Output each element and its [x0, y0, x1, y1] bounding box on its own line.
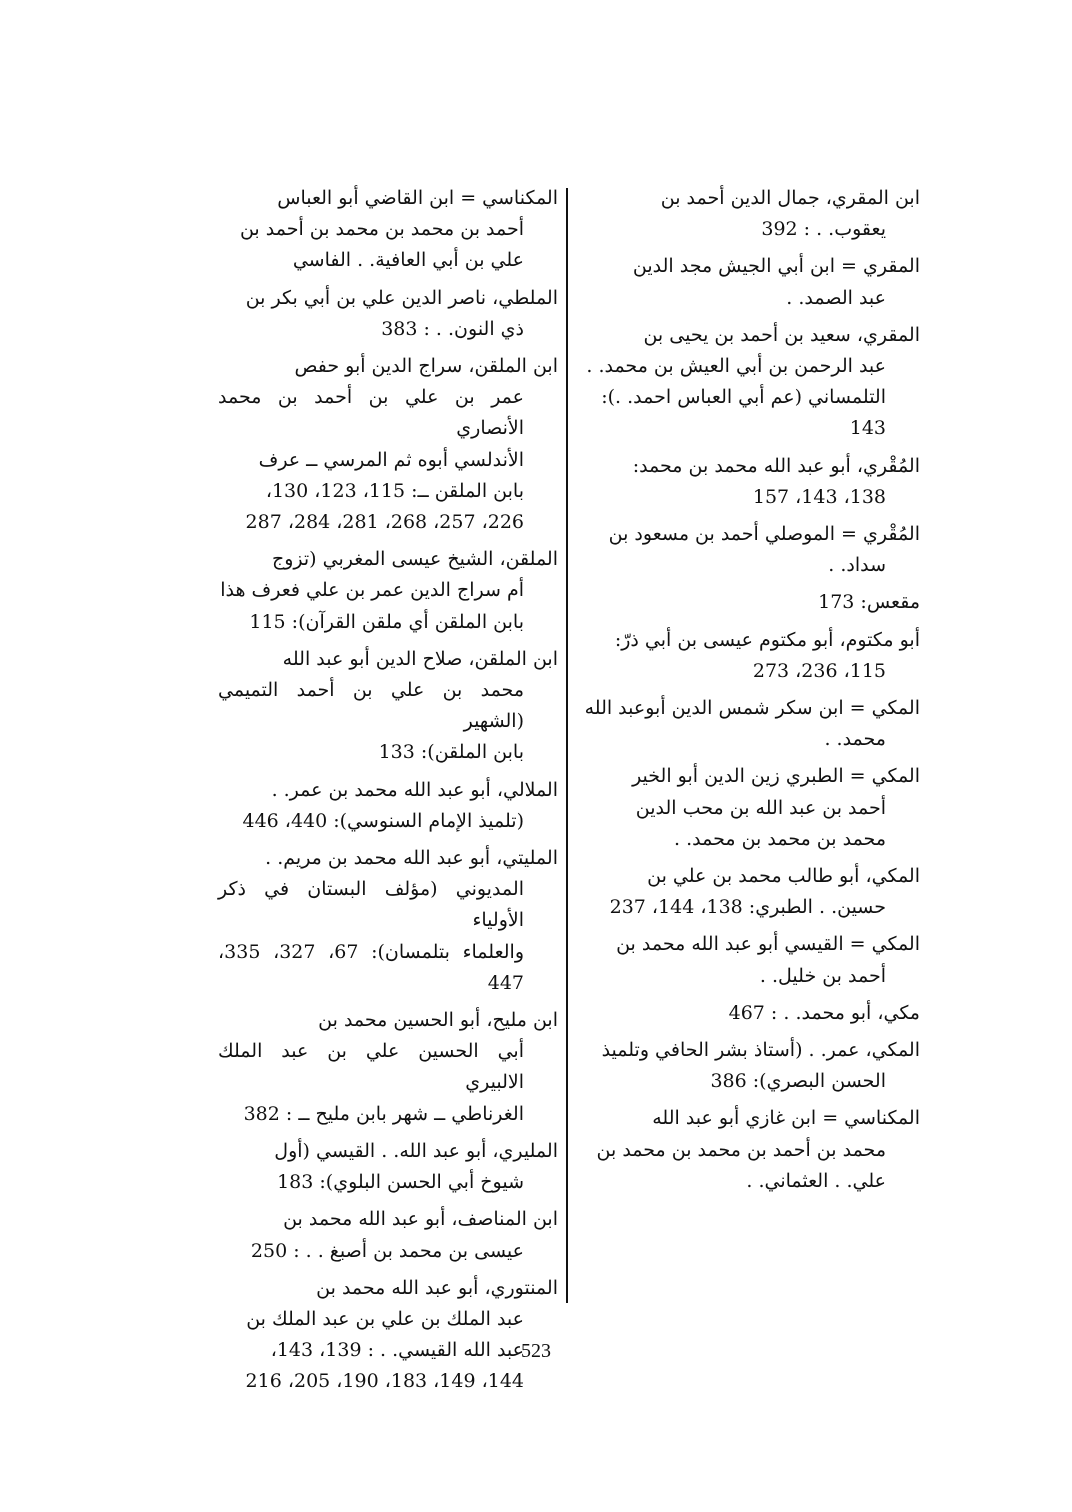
index-entry: الملقن، الشيخ عيسى المغربي (تزوج أم سراج الدين عمر بن علي فعرف هذا بابن الملقن أي ملقن القرآن): 115: [220, 548, 558, 633]
right-column: [580, 183, 920, 1203]
index-entry: ابن الملقن، صلاح الدين أبو عبد الله محمد بن علي بن أحمد التميمي (الشهير بابن الملقن): 133: [218, 647, 558, 764]
index-entry: المكي = الطبري زين الدين أبو الخير أحمد بن عبد الله بن محب الدين محمد بن محمد بن محمد. .: [632, 765, 920, 850]
index-entry: المليتي، أبو عبد الله محمد بن مريم. . المديوني (مؤلف البستان في ذكر الأولياء والعلماء بتلمسان): 67، 327، 335، 447: [218, 847, 558, 994]
index-entry: المكناسي = ابن القاضي أبو العباس أحمد بن محمد بن محمد بن أحمد بن علي بن أبي العافية. . الفاسي: [239, 187, 558, 272]
index-entry: المكي = ابن سكر شمس الدين أبوعبد الله محمد. .: [584, 697, 920, 751]
index-entry: ابن الملقن، سراج الدين أبو حفص عمر بن علي بن أحمد بن محمد الأنصاري الأندلسي أبوه ثم المرسي ــ عرف بابن الملقن ــ: 115، 123، 130، 226، 257، 268، 281، 284، 287: [218, 355, 558, 534]
index-entry: ابن المناصف، أبو عبد الله محمد بن عيسى بن محمد بن أصبغ . . : 250: [250, 1208, 558, 1262]
index-entry: الملطي، ناصر الدين علي بن أبي بكر بن ذي النون. . : 383: [245, 286, 558, 340]
index-entry: المقري = ابن أبي الجيش مجد الدين عبد الصمد. .: [632, 255, 920, 309]
index-entry: المليري، أبو عبد الله. . القيسي (أول شيوخ أبي الحسن البلوي): 183: [274, 1139, 558, 1194]
index-entry: المنتوري، أبو عبد الله محمد بن عبد الملك بن علي بن عبد الملك بن عبد الله القيسي. . : 139، 143، 144، 149، 183، 190، 205، 216: [245, 1276, 558, 1393]
index-entry: المُقْري = الموصلي أحمد بن مسعود بن سداد. .: [608, 523, 920, 577]
index-entry: المكناسي = ابن غازي أبو عبد الله محمد بن أحمد بن محمد بن محمد بن علي. . العثماني. .: [596, 1107, 920, 1192]
index-entry: مقعس: 173: [818, 591, 920, 614]
index-entry: المقري، سعيد بن أحمد بن يحيى بن عبد الرحمن بن أبي العيش بن محمد. . التلمساني (عم أبي العباس احمد. .): 143: [586, 323, 920, 440]
index-entry: أبو مكتوم، أبو مكتوم عيسى بن أبي ذرّ: 115، 236، 273: [614, 628, 920, 682]
index-entry: المكي، عمر. . (أستاذ بشر الحافي وتلميذ الحسن البصري): 386: [601, 1039, 920, 1093]
left-column: [218, 183, 558, 1404]
page-number: 523: [521, 1340, 551, 1362]
index-entry: المكي = القيسي أبو عبد الله محمد بن أحمد بن خليل. .: [616, 933, 920, 987]
index-entry: مكي، أبو محمد. . : 467: [728, 1001, 920, 1024]
column-divider: [566, 188, 568, 1303]
index-entry: ابن مليح، أبو الحسين محمد بن أبي الحسين علي بن عبد الملك الالبيري الغرناطي ــ شهر بابن مليح ــ : 382: [218, 1009, 558, 1125]
index-entry: ابن المقري، جمال الدين أحمد بن يعقوب. . : 392: [660, 187, 920, 241]
index-entry: الملالي، أبو عبد الله محمد بن عمر. . (تلميذ الإمام السنوسي): 440، 446: [242, 778, 558, 832]
index-entry: المكي، أبو طالب محمد بن علي بن حسين. . الطبري: 138، 144، 237: [609, 865, 920, 919]
index-entry: المُقْري، أبو عبد الله محمد بن محمد: 138، 143، 157: [632, 454, 920, 508]
